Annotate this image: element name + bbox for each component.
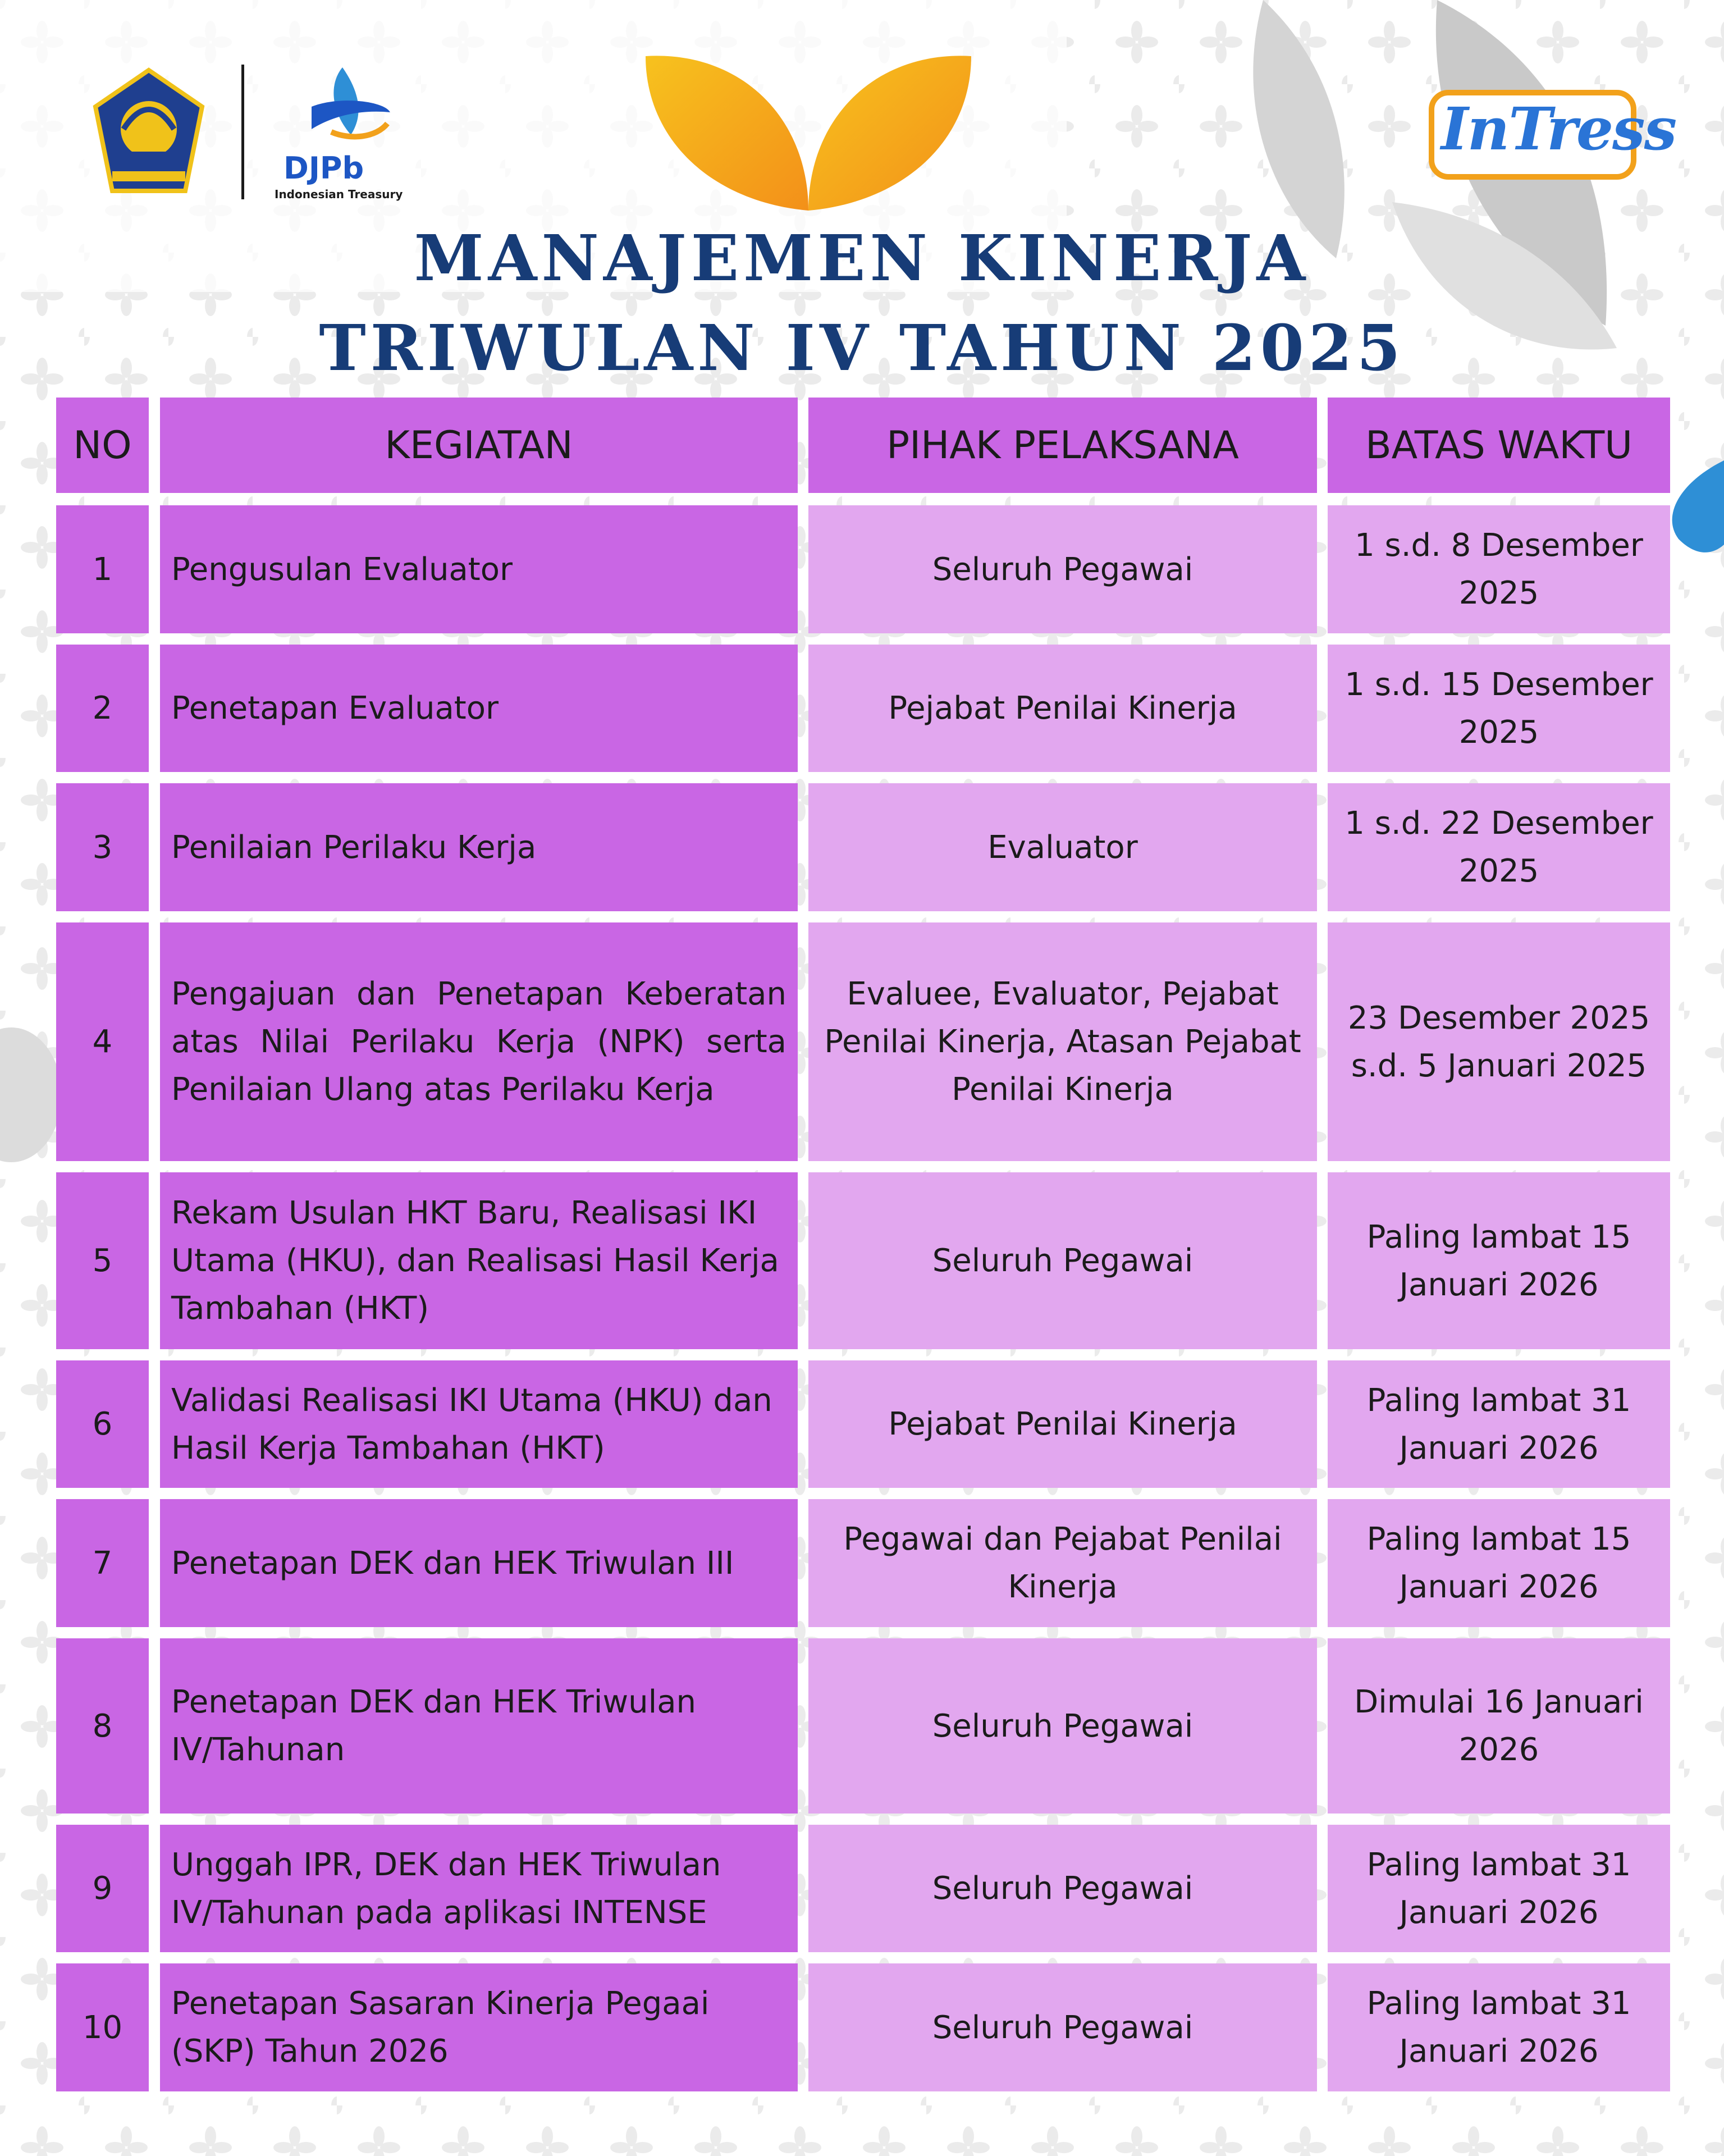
activity-cell bbox=[160, 1638, 798, 1814]
column-header-batas: BATAS WAKTU bbox=[1328, 398, 1670, 493]
executor-text: Seluruh Pegawai bbox=[932, 551, 1193, 588]
column-header-no: NO bbox=[56, 398, 149, 493]
deadline-text: 1 s.d. 22 Desember 2025 bbox=[1345, 805, 1653, 889]
activity-cell bbox=[160, 783, 798, 911]
activity-cell bbox=[160, 1360, 798, 1488]
activity-cell bbox=[160, 922, 798, 1161]
executor-cell bbox=[808, 505, 1317, 633]
row-number: 9 bbox=[56, 1825, 149, 1952]
executor-text: Evaluee, Evaluator, Pejabat Penilai Kinerja, Atasan Pejabat Penilai Kinerja bbox=[824, 976, 1301, 1108]
row-number: 7 bbox=[56, 1499, 149, 1627]
activity-cell bbox=[160, 1825, 798, 1952]
activity-text: Validasi Realisasi IKI Utama (HKU) dan Hasil Kerja Tambahan (HKT) bbox=[171, 1382, 772, 1467]
executor-cell bbox=[808, 783, 1317, 911]
row-number: 5 bbox=[56, 1172, 149, 1349]
activity-text: Pengusulan Evaluator bbox=[171, 551, 513, 588]
activity-text: Rekam Usulan HKT Baru, Realisasi IKI Utama (HKU), dan Realisasi Hasil Kerja Tambahan (HKT) bbox=[171, 1195, 779, 1327]
deadline-text: Dimulai 16 Januari 2026 bbox=[1354, 1684, 1644, 1768]
orange-leaf-icon bbox=[640, 51, 977, 213]
deadline-text: Paling lambat 31 Januari 2026 bbox=[1366, 1985, 1631, 2070]
row-number: 8 bbox=[56, 1638, 149, 1814]
header-logos bbox=[90, 62, 407, 202]
row-number: 3 bbox=[56, 783, 149, 911]
row-number: 10 bbox=[56, 1963, 149, 2091]
column-header-pihak: PIHAK PELAKSANA bbox=[808, 398, 1317, 493]
deadline-text: Paling lambat 15 Januari 2026 bbox=[1366, 1218, 1631, 1303]
deadline-cell bbox=[1328, 645, 1670, 772]
executor-cell bbox=[808, 922, 1317, 1161]
kemenkeu-emblem-icon bbox=[90, 67, 208, 197]
column-header-kegiatan: KEGIATAN bbox=[160, 398, 798, 493]
deadline-cell bbox=[1328, 1825, 1670, 1952]
deadline-cell bbox=[1328, 922, 1670, 1161]
executor-cell bbox=[808, 1499, 1317, 1627]
page-title-line1: MANAJEMEN KINERJA bbox=[414, 222, 1310, 295]
activity-cell bbox=[160, 1172, 798, 1349]
activity-cell bbox=[160, 1963, 798, 2091]
executor-text: Seluruh Pegawai bbox=[932, 1870, 1193, 1907]
logo-divider bbox=[241, 65, 244, 199]
executor-text: Pejabat Penilai Kinerja bbox=[888, 1406, 1237, 1442]
executor-text: Pegawai dan Pejabat Penilai Kinerja bbox=[843, 1521, 1282, 1605]
activity-text: Penetapan Sasaran Kinerja Pegaai (SKP) Tahun 2026 bbox=[171, 1985, 710, 2070]
deadline-cell bbox=[1328, 1638, 1670, 1814]
row-number: 6 bbox=[56, 1360, 149, 1488]
deadline-cell bbox=[1328, 783, 1670, 911]
activity-text: Penetapan DEK dan HEK Triwulan III bbox=[171, 1545, 734, 1582]
activity-text: Pengajuan dan Penetapan Keberatan atas Nilai Perilaku Kerja (NPK) serta Penilaian Ulang atas Perilaku Kerja bbox=[171, 976, 786, 1108]
activity-cell bbox=[160, 1499, 798, 1627]
activity-text: Penilaian Perilaku Kerja bbox=[171, 829, 537, 866]
executor-text: Seluruh Pegawai bbox=[932, 1707, 1193, 1744]
djpb-name: DJPb bbox=[283, 150, 364, 186]
executor-cell bbox=[808, 1963, 1317, 2091]
intress-logo bbox=[1429, 90, 1676, 180]
executor-cell bbox=[808, 1172, 1317, 1349]
executor-text: Pejabat Penilai Kinerja bbox=[888, 690, 1237, 727]
deadline-text: 1 s.d. 8 Desember 2025 bbox=[1355, 527, 1643, 611]
page-title-line2: TRIWULAN IV TAHUN 2025 bbox=[319, 312, 1405, 385]
executor-text: Seluruh Pegawai bbox=[932, 1243, 1193, 1279]
activity-text: Penetapan DEK dan HEK Triwulan IV/Tahunan bbox=[171, 1684, 697, 1768]
deadline-text: 1 s.d. 15 Desember 2025 bbox=[1345, 666, 1653, 751]
deadline-cell bbox=[1328, 505, 1670, 633]
deadline-cell bbox=[1328, 1963, 1670, 2091]
deadline-cell bbox=[1328, 1499, 1670, 1627]
executor-cell bbox=[808, 1638, 1317, 1814]
deadline-cell bbox=[1328, 1360, 1670, 1488]
row-number: 4 bbox=[56, 922, 149, 1161]
executor-cell bbox=[808, 1825, 1317, 1952]
deadline-cell bbox=[1328, 1172, 1670, 1349]
deadline-text: Paling lambat 31 Januari 2026 bbox=[1366, 1846, 1631, 1931]
intress-name: InTress bbox=[1441, 94, 1676, 163]
executor-cell bbox=[808, 645, 1317, 772]
djpb-emblem-icon bbox=[278, 62, 407, 152]
activity-cell bbox=[160, 645, 798, 772]
deadline-text: Paling lambat 31 Januari 2026 bbox=[1366, 1382, 1631, 1467]
activity-text: Unggah IPR, DEK dan HEK Triwulan IV/Tahunan pada aplikasi INTENSE bbox=[171, 1846, 721, 1931]
deadline-text: Paling lambat 15 Januari 2026 bbox=[1366, 1521, 1631, 1605]
activity-cell bbox=[160, 505, 798, 633]
row-number: 2 bbox=[56, 645, 149, 772]
djpb-tagline: Indonesian Treasury bbox=[275, 188, 403, 201]
executor-cell bbox=[808, 1360, 1317, 1488]
executor-text: Seluruh Pegawai bbox=[932, 2009, 1193, 2046]
activity-text: Penetapan Evaluator bbox=[171, 690, 499, 727]
djpb-logo bbox=[275, 62, 407, 202]
deadline-text: 23 Desember 2025 s.d. 5 Januari 2025 bbox=[1347, 999, 1650, 1084]
row-number: 1 bbox=[56, 505, 149, 633]
executor-text: Evaluator bbox=[987, 829, 1138, 866]
